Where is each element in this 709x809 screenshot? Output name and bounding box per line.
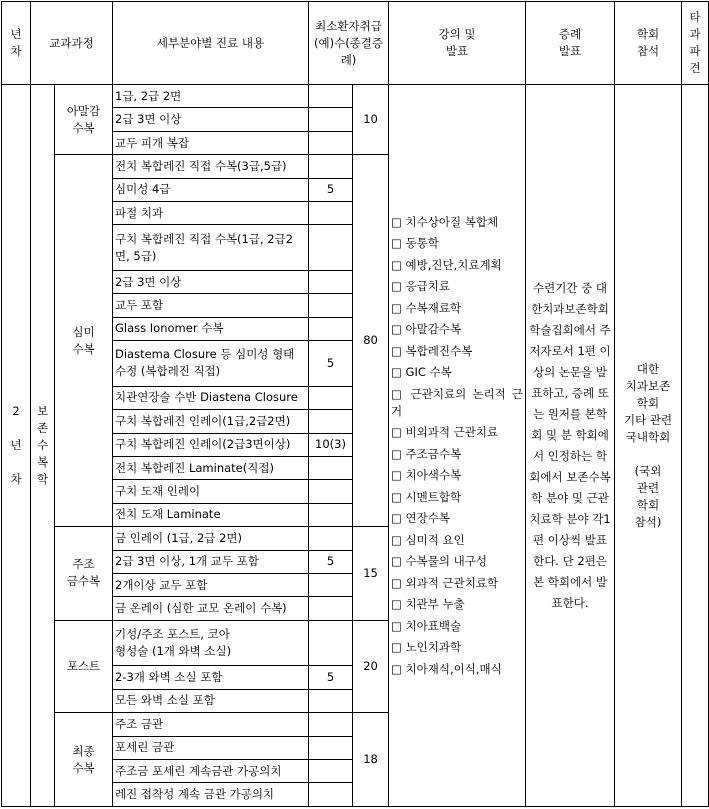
detail-cell: 교두 포함	[113, 294, 309, 317]
table-body	[2, 2, 709, 807]
detail-cell: 교두 피개 복잡	[113, 131, 309, 154]
count-cell: 5	[309, 550, 353, 573]
detail-cell: 전치 도재 Laminate	[113, 503, 309, 526]
table-row	[2, 85, 709, 108]
conference-cell: 대한 치과보존 학회 기타 관련 국내학회 (국외 관련 학회 참석)	[615, 85, 682, 807]
section-name: 주조 금수복	[55, 527, 113, 621]
detail-cell: 전치 복합레진 직접 수복(3급,5급)	[113, 155, 309, 178]
detail-cell: 금 온레이 (심한 교모 온레이 수복)	[113, 597, 309, 620]
detail-cell: 심미성 4급	[113, 178, 309, 201]
count-cell	[309, 225, 353, 271]
lecture-item: □ 치수상아질 복합체	[391, 214, 499, 229]
header-dispatch: 타 과 파 견	[682, 2, 709, 85]
count-cell	[309, 386, 353, 409]
detail-cell: 모든 와벽 소실 포함	[113, 689, 309, 712]
lecture-item: □ 복합레진수복	[391, 343, 473, 358]
curriculum-table	[1, 1, 709, 807]
lecture-item: □ 예방,진단,치료계획	[391, 257, 502, 272]
detail-cell: 1급, 2급 2면	[113, 85, 309, 108]
count-cell	[309, 527, 353, 550]
detail-cell: 2-3개 와벽 소실 포함	[113, 666, 309, 689]
count-cell	[309, 620, 353, 666]
lecture-item: □ 근관치료의 논리적 근거	[391, 386, 524, 418]
lecture-item: □ 동통학	[391, 236, 439, 250]
count-cell	[309, 155, 353, 178]
count-cell	[309, 108, 353, 131]
detail-cell: 전치 복합레진 Laminate(직접)	[113, 456, 309, 479]
detail-cell: 치관연장술 수반 Diastena Closure	[113, 386, 309, 409]
count-cell: 10(3)	[309, 433, 353, 456]
lecture-item: □ 주조금수복	[391, 446, 462, 461]
detail-cell: 구치 도재 인레이	[113, 480, 309, 503]
count-cell: 5	[309, 666, 353, 689]
case-reports-cell: 수련기간 중 대한치과보존학회 학술집회에서 주 저자로서 1편 이상의 논문을 발표하고, 증례 또는 원저를 본학회 및 분 학회에서 인정하는 학회에서 보존수복학 분야 및 근관치료학 분야 각1편 이상씩 발표한다. 단 2편은 본 학회에서 발표한다.	[526, 85, 615, 807]
lecture-item: □ 심미적 요인	[391, 532, 465, 547]
count-cell	[309, 503, 353, 526]
count-cell	[309, 759, 353, 782]
lecture-item: □ 연장수복	[391, 511, 450, 525]
header-conference: 학회 참석	[615, 2, 682, 85]
count-cell	[309, 131, 353, 154]
detail-cell: 구치 복합레진 직접 수복(1급, 2급2면, 5급)	[113, 225, 309, 271]
lecture-item: □ 수복물의 내구성	[391, 554, 487, 568]
detail-cell: 주조 금관	[113, 713, 309, 736]
lectures-cell	[389, 85, 526, 807]
lecture-item: □ 수복재료학	[391, 300, 462, 315]
lecture-item: □ 노인치과학	[391, 640, 462, 654]
lecture-item: □ GIC 수복	[391, 365, 452, 379]
count-cell	[309, 410, 353, 433]
detail-cell: 레진 접착성 계속 금관 가공의치	[113, 783, 309, 807]
count-cell	[309, 294, 353, 317]
lecture-item: □ 치관부 누출	[391, 597, 465, 611]
lecture-item: □ 치아재식,이식,매식	[391, 661, 502, 676]
detail-cell: 포세린 금관	[113, 736, 309, 759]
total-cell: 20	[353, 620, 389, 712]
curriculum-cell: 보 존 수 복 학	[31, 85, 55, 807]
count-cell	[309, 202, 353, 225]
year-cell: 2 년 차	[2, 85, 31, 807]
lecture-item: □ 치아색수복	[391, 468, 462, 482]
lecture-item: □ 아말감수복	[391, 322, 462, 336]
lecture-item: □ 시멘트합학	[391, 489, 462, 504]
dispatch-cell	[682, 85, 709, 807]
detail-cell: 금 인레이 (1급, 2급 2면)	[113, 527, 309, 550]
detail-cell: 주조금 포세린 계속금관 가공의치	[113, 759, 309, 782]
section-name: 아말감 수복	[55, 85, 113, 155]
count-cell	[309, 480, 353, 503]
lecture-item: □ 외과적 근관치료학	[391, 575, 499, 590]
detail-cell: 2급 3면 이상	[113, 108, 309, 131]
detail-cell: 기성/주조 포스트, 코아 형성술 (1개 와벽 소실)	[113, 620, 309, 666]
count-cell	[309, 597, 353, 620]
count-cell	[309, 689, 353, 712]
count-cell	[309, 783, 353, 807]
count-cell	[309, 456, 353, 479]
lecture-item: □ 응급치료	[391, 279, 450, 293]
count-cell	[309, 736, 353, 759]
count-cell: 5	[309, 341, 353, 387]
total-cell: 10	[353, 85, 389, 155]
header-case-reports: 증례 발표	[526, 2, 615, 85]
header-row	[2, 2, 709, 85]
detail-cell: Diastema Closure 등 심미성 형태 수정 (복합레진 직접)	[113, 341, 309, 387]
detail-cell: 구치 복합레진 인레이(1급,2급2면)	[113, 410, 309, 433]
total-cell: 15	[353, 527, 389, 621]
total-cell: 80	[353, 155, 389, 527]
count-cell	[309, 317, 353, 340]
count-cell	[309, 713, 353, 736]
detail-cell: 2개이상 교두 포함	[113, 573, 309, 596]
detail-cell: Glass Ionomer 수복	[113, 317, 309, 340]
header-min-patients: 최소환자취급 (예)수(종결증례)	[309, 2, 389, 85]
detail-cell: 파절 치과	[113, 202, 309, 225]
header-detail: 세부분야별 진료 내용	[113, 2, 309, 85]
section-name: 심미 수복	[55, 155, 113, 527]
section-name: 최종 수복	[55, 713, 113, 807]
count-cell	[309, 573, 353, 596]
lecture-item: □ 치아표백술	[391, 618, 462, 633]
header-lectures: 강의 및 발표	[389, 2, 526, 85]
count-cell: 5	[309, 178, 353, 201]
section-name: 포스트	[55, 620, 113, 712]
count-cell	[309, 270, 353, 293]
detail-cell: 구치 복합레진 인레이(2급3면이상)	[113, 433, 309, 456]
header-year: 년 차	[2, 2, 31, 85]
total-cell: 18	[353, 713, 389, 807]
lecture-item: □ 비외과적 근관치료	[391, 425, 499, 439]
header-curriculum: 교과과정	[31, 2, 113, 85]
count-cell	[309, 85, 353, 108]
detail-cell: 2급 3면 이상, 1개 교두 포함	[113, 550, 309, 573]
detail-cell: 2급 3면 이상	[113, 270, 309, 293]
